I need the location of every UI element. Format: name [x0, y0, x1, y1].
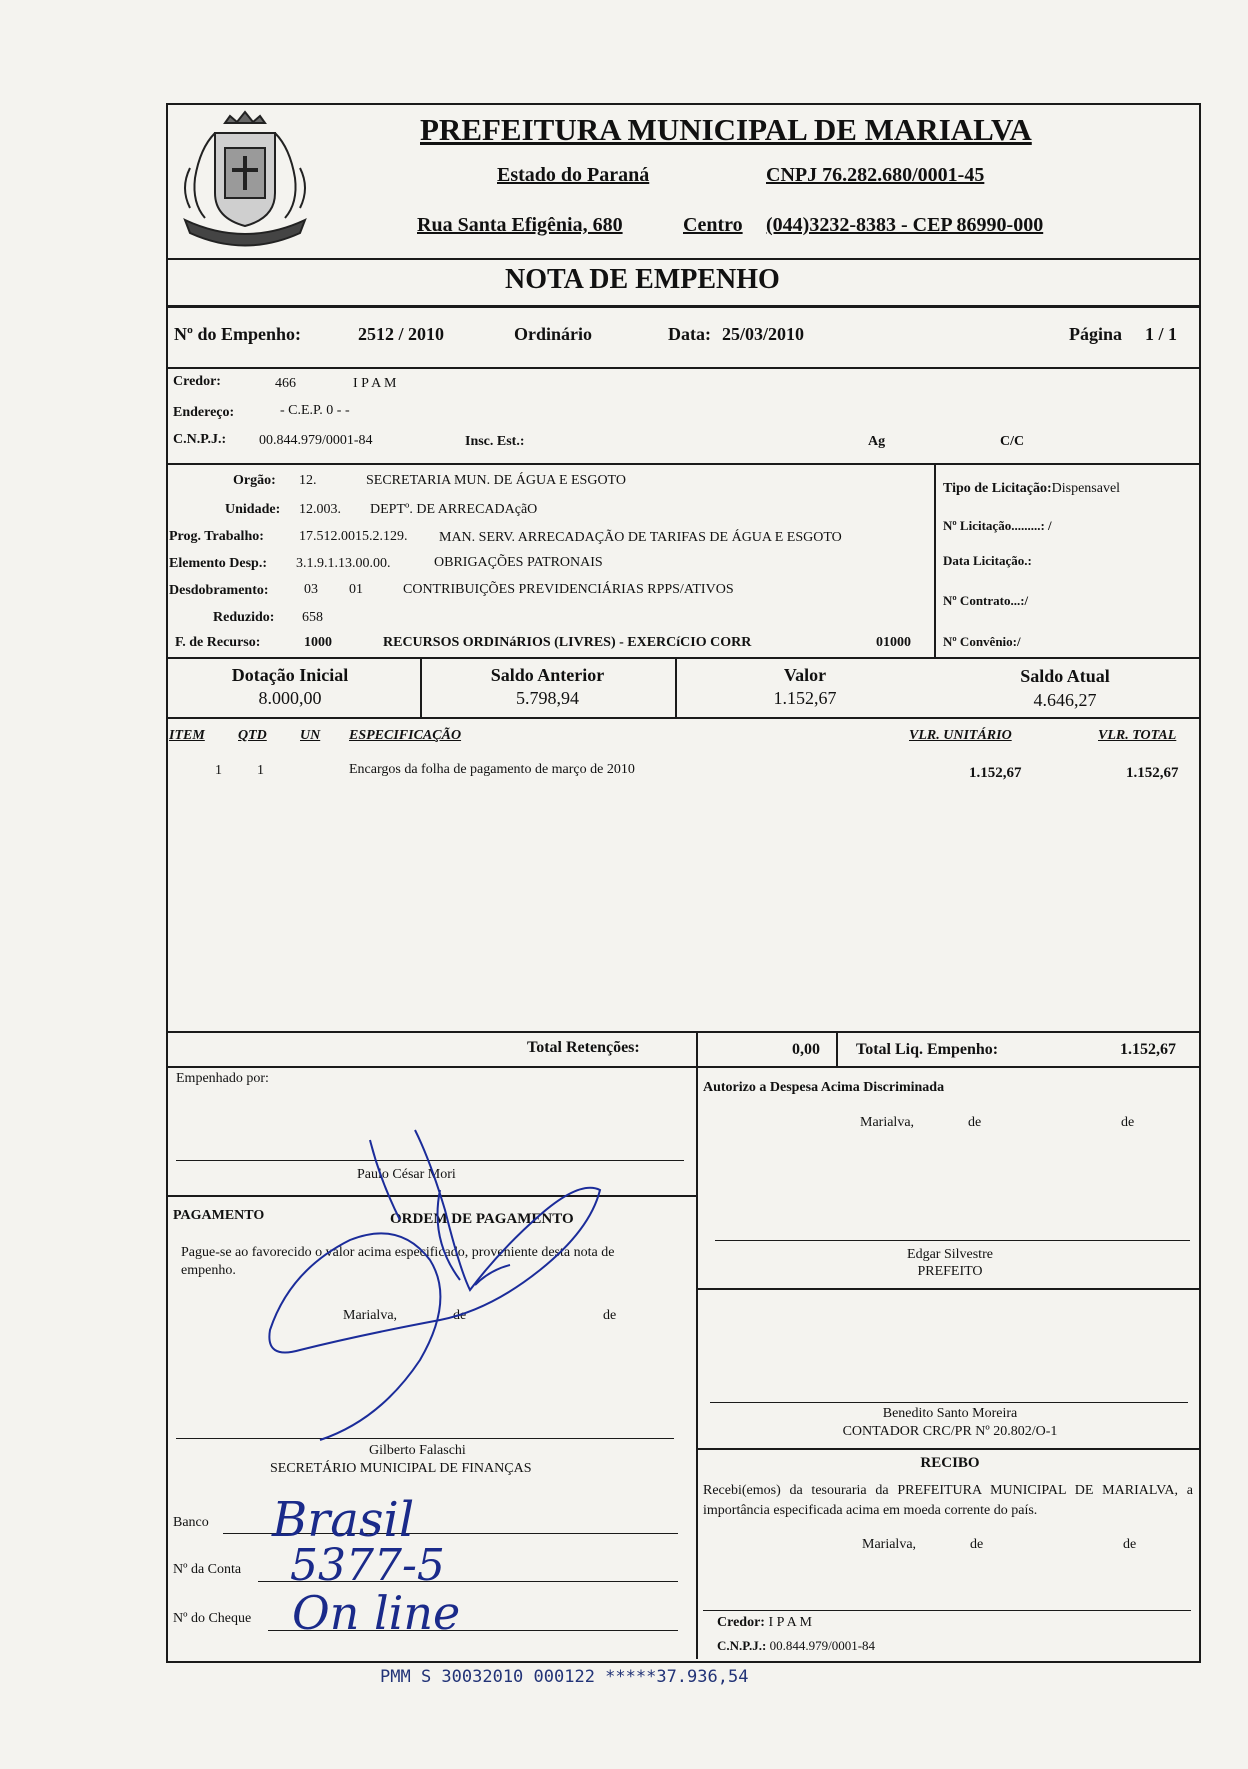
licitacao-number: Nº Licitação.........: / [943, 518, 1052, 533]
recibo-title: RECIBO [920, 1455, 980, 1471]
address-label: Endereço: [173, 405, 235, 420]
empenho-date: 25/03/2010 [722, 324, 805, 344]
recurso-name: RECURSOS ORDINáRIOS (LIVRES) - EXERCíCIO CORR [383, 635, 752, 650]
recibo-credor: I P A M [768, 1615, 812, 1630]
col-qtd: QTD [238, 728, 267, 743]
saldo-anterior-value: 5.798,94 [516, 688, 579, 708]
saldo-atual-value: 4.646,27 [1033, 690, 1097, 710]
pagamento-text: Pague-se ao favorecido o valor acima especificado, proveniente desta nota de empenho. [181, 1245, 615, 1278]
insc-est-label: Insc. Est.: [465, 434, 525, 449]
orgao-code: 12. [299, 473, 317, 488]
prefeito-name: Edgar Silvestre [907, 1247, 993, 1262]
desdobramento-name: CONTRIBUIÇÕES PREVIDENCIÁRIAS RPPS/ATIVOS [403, 582, 734, 597]
recibo-credor-label: Credor: [717, 1615, 765, 1630]
empenho-type: Ordinário [514, 324, 593, 344]
prog-trabalho-code: 17.512.0015.2.129. [299, 529, 408, 544]
contador-name: Benedito Santo Moreira [882, 1406, 1018, 1421]
recurso-code: 1000 [304, 635, 332, 650]
page-number: 1 / 1 [1145, 324, 1178, 344]
valor-value: 1.152,67 [773, 688, 837, 708]
licitacao-type-label: Tipo de Licitação: [943, 481, 1052, 496]
elemento-label: Elemento Desp.: [169, 556, 267, 571]
phone-cep: (044)3232-8383 - CEP 86990-000 [766, 214, 1044, 236]
total-retencoes-label: Total Retenções: [527, 1039, 640, 1056]
account-label: C/C [1000, 434, 1025, 449]
recurso-label: F. de Recurso: [175, 635, 261, 650]
row-especificacao: Encargos da folha de pagamento de março de 2010 [349, 762, 635, 777]
col-valor-unitario: VLR. UNITÁRIO [909, 728, 1012, 743]
desdobramento-a: 03 [304, 582, 318, 597]
conta-handwritten: 5377-5 [290, 1540, 445, 1591]
orgao-name: SECRETARIA MUN. DE ÁGUA E ESGOTO [366, 473, 626, 488]
state-name: Estado do Paraná [497, 164, 650, 186]
pagamento-city: Marialva, [343, 1308, 398, 1323]
empenhado-label: Empenhado por: [176, 1071, 269, 1086]
reduzido-value: 658 [302, 610, 323, 625]
credor-name: I P A M [353, 376, 397, 391]
municipality-title: PREFEITURA MUNICIPAL DE MARIALVA [420, 112, 1032, 147]
cheque-label: Nº do Cheque [173, 1611, 252, 1626]
pagamento-label: PAGAMENTO [173, 1208, 265, 1223]
cheque-handwritten: On line [292, 1586, 461, 1640]
elemento-name: OBRIGAÇÕES PATRONAIS [434, 555, 603, 570]
empenho-number-label: Nº do Empenho: [174, 324, 301, 344]
recibo-cnpj: 00.844.979/0001-84 [769, 1638, 876, 1653]
ordem-pagamento-title: ORDEM DE PAGAMENTO [390, 1211, 574, 1227]
bank-stamp: PMM S 30032010 000122 *****37.936,54 [380, 1667, 749, 1687]
dotacao-label: Dotação Inicial [231, 665, 349, 685]
unidade-label: Unidade: [225, 502, 281, 517]
contador-title: CONTADOR CRC/PR Nº 20.802/O-1 [842, 1424, 1058, 1439]
licitacao-date: Data Licitação.: [943, 553, 1032, 568]
autorizo-text: Autorizo a Despesa Acima Discriminada [703, 1080, 945, 1095]
pagamento-de-2: de [603, 1308, 617, 1323]
recibo-city: Marialva, [862, 1537, 917, 1552]
prefeito-title: PREFEITO [917, 1264, 983, 1279]
prog-trabalho-label: Prog. Trabalho: [169, 529, 264, 544]
recibo-de-1: de [970, 1537, 984, 1552]
orgao-label: Orgão: [233, 473, 276, 488]
reduzido-label: Reduzido: [213, 610, 275, 625]
col-un: UN [300, 728, 321, 743]
banco-handwritten: Brasil [272, 1492, 415, 1548]
secretario-title: SECRETÁRIO MUNICIPAL DE FINANÇAS [270, 1461, 532, 1476]
autorizo-city: Marialva, [860, 1115, 915, 1130]
document-title: NOTA DE EMPENHO [505, 264, 780, 295]
header-cnpj: CNPJ 76.282.680/0001-45 [766, 164, 985, 186]
empenhado-name: Paulo César Mori [357, 1167, 456, 1182]
saldo-atual-label: Saldo Atual [1020, 666, 1110, 686]
elemento-code: 3.1.9.1.13.00.00. [296, 556, 391, 571]
recurso-suffix: 01000 [876, 635, 911, 650]
row-qtd: 1 [257, 763, 264, 778]
autorizo-de-2: de [1121, 1115, 1135, 1130]
unidade-name: DEPTº. DE ARRECADAçãO [370, 502, 538, 517]
dotacao-value: 8.000,00 [258, 688, 322, 708]
credor-address: - C.E.P. 0 - - [280, 403, 350, 418]
credor-cnpj: 00.844.979/0001-84 [259, 433, 373, 448]
secretario-name: Gilberto Falaschi [369, 1443, 466, 1458]
credor-cnpj-label: C.N.P.J.: [173, 432, 227, 447]
street-address: Rua Santa Efigênia, 680 [417, 214, 623, 236]
col-valor-total: VLR. TOTAL [1098, 728, 1177, 743]
empenho-date-label: Data: [668, 324, 711, 344]
total-liquido-label: Total Liq. Empenho: [856, 1041, 999, 1058]
total-retencoes: 0,00 [792, 1041, 820, 1058]
banco-label: Banco [173, 1515, 209, 1530]
contrato-number: Nº Contrato...:/ [943, 593, 1029, 608]
col-item: ITEM [169, 728, 205, 743]
row-item: 1 [215, 763, 222, 778]
desdobramento-label: Desdobramento: [169, 583, 269, 598]
licitacao-type: Dispensavel [1051, 481, 1121, 496]
saldo-anterior-label: Saldo Anterior [490, 665, 605, 685]
pagamento-de-1: de [453, 1308, 467, 1323]
autorizo-de-1: de [968, 1115, 982, 1130]
coat-of-arms-logo [170, 108, 320, 248]
desdobramento-b: 01 [349, 582, 363, 597]
col-especificacao: ESPECIFICAÇÃO [349, 728, 462, 743]
row-valor-unitario: 1.152,67 [969, 765, 1022, 781]
signature-scrawl [260, 1120, 680, 1540]
conta-label: Nº da Conta [173, 1562, 242, 1577]
row-valor-total: 1.152,67 [1126, 765, 1179, 781]
agency-label: Ag [868, 434, 886, 449]
prog-trabalho-name: MAN. SERV. ARRECADAÇÃO DE TARIFAS DE ÁGUA E ESGOTO [439, 530, 842, 545]
valor-label: Valor [783, 665, 827, 685]
page-label: Página [1069, 324, 1123, 344]
empenho-number: 2512 / 2010 [358, 324, 445, 344]
convenio-number: Nº Convênio:/ [943, 634, 1021, 649]
total-liquido: 1.152,67 [1120, 1041, 1176, 1058]
district: Centro [683, 214, 743, 236]
recibo-cnpj-label: C.N.P.J.: [717, 1638, 767, 1653]
recibo-de-2: de [1123, 1537, 1137, 1552]
credor-code: 466 [275, 376, 296, 391]
credor-label: Credor: [173, 374, 221, 389]
recibo-text: Recebi(emos) da tesouraria da PREFEITURA MUNICIPAL DE MARIALVA, a importância especificada acima em moeda corrente do país. [703, 1483, 1193, 1518]
unidade-code: 12.003. [299, 502, 341, 517]
